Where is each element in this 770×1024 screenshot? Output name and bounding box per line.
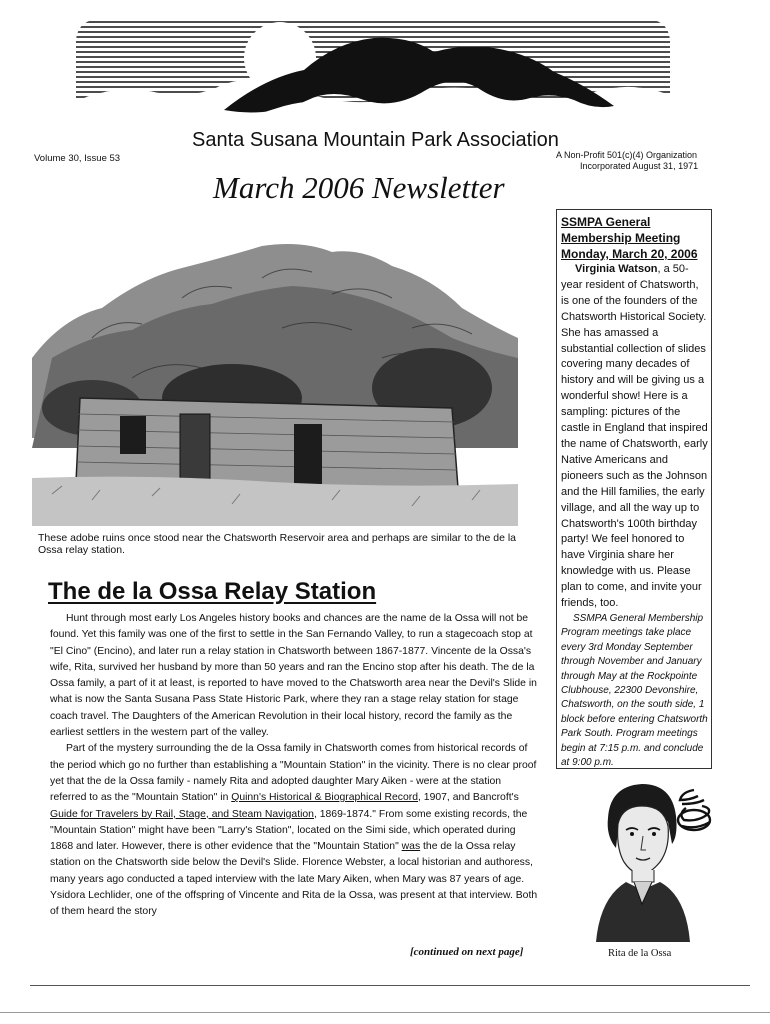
adobe-ruins-photo xyxy=(32,238,518,526)
article-paragraph-2-a: Part of the mystery surrounding the de la Ossa family in Chatsworth comes from historical records of the period which go no further than establishing a "Mountain Station" in the vicinity. There is no clear proof yet that the de la Ossa family - namely Rita and adopted daughter Mary Aiken - were at the station referred to as the "Mountain Station" in xyxy=(50,743,537,804)
nonprofit-line-1: A Non-Profit 501(c)(4) Organization xyxy=(556,150,698,160)
photo-caption: These adobe ruins once stood near the Chatsworth Reservoir area and perhaps are similar to the de la Ossa relay station. xyxy=(38,532,517,556)
meeting-sidebar xyxy=(556,209,712,769)
article-paragraph-2-d: the de la Ossa relay station on the Chatsworth side below the Devil's Slide. Florence Webster, a local historian and authoress, many years ago conducted a taped interview with the late Mary Aiken, when Mary was 87 years of age. Ysidora Lechlider, one of the offspring of Vincente and Rita de la Ossa, was present at that interview. Both of them heard the story xyxy=(50,841,538,918)
sidebar-body-text: , a 50-year resident of Chatsworth, is one of the founders of the Chatsworth Historical Society. She has amassed a substantial collection of slides covering many decades of history and will be giving us a wonderful show! Here is a sampling: pictures of the castle in England that inspired the name of Chatsworth, early Native Americans and pioneers such as the Johnson and the Hill families, the early village, and all the way up to Chatsworth's 100th birthday party! We feel honored to have Virginia share her knowledge with us. Please plan to come, and invite your friends, too. xyxy=(561,263,708,610)
sidebar-heading-3: Monday, March 20, 2006 xyxy=(561,247,698,261)
emphasis-was: was xyxy=(401,841,421,853)
nonprofit-line-2: Incorporated August 31, 1971 xyxy=(580,161,699,171)
article-body xyxy=(50,611,540,921)
sidebar-note xyxy=(561,612,709,770)
portrait-caption: Rita de la Ossa xyxy=(608,948,672,959)
article-paragraph-1: Hunt through most early Los Angeles history books and chances are the name de la Ossa will not be found. Yet this family was one of the first to settle in the San Fernando Valley, to run a stagecoach stop at "El Cino" (Encino), and later run a relay station in Chatsworth between 1867-1877. Vincente de la Ossa's wife, Rita, survived her husband by more than 50 years and ran the Encino stop after his death. The de la Ossa family, a part of it at least, is reported to have moved to the Chatsworth area near the Devil's Slide in what is now the Santa Susana Pass State Historic Park, where they ran a stage relay station for stage coach travel. The Daughters of the American Revolution in their local history, record the family as the earliest settlers in the western part of the valley. xyxy=(50,613,537,739)
sidebar-heading-2: Membership Meeting xyxy=(561,231,681,245)
sidebar-note-text: SSMPA General Membership Program meetings take place every 3rd Monday September through November and January through May at the Rockpointe Clubhouse, 22300 Devonshire, Chatsworth, on the south side, 1 block before entering Chatsworth Park South. Program meetings begin at 7:15 p.m. and conclude at 9:00 p.m. xyxy=(561,612,708,768)
page-edge-line xyxy=(0,1012,770,1013)
article-title: The de la Ossa Relay Station xyxy=(48,578,377,605)
rita-de-la-ossa-portrait xyxy=(586,778,726,942)
organization-name: Santa Susana Mountain Park Association xyxy=(192,129,559,151)
nonprofit-note xyxy=(556,150,699,172)
sidebar-body xyxy=(561,262,709,612)
sidebar-heading-1: SSMPA General xyxy=(561,215,651,229)
reference-quinn: Quinn's Historical & Biographical Record xyxy=(231,792,419,804)
article-paragraph-2 xyxy=(50,741,540,920)
reference-bancroft: Guide for Travelers by Rail, Stage, and Steam Navigation xyxy=(50,808,314,820)
continued-note: [continued on next page] xyxy=(410,946,524,958)
mountain-logo xyxy=(74,14,672,134)
speaker-name: Virginia Watson xyxy=(575,263,658,275)
bottom-divider xyxy=(30,985,750,986)
article-paragraph-2-c: , 1869-1874." From some existing records, the "Mountain Station" might have been "Larry's Station", located on the Simi side, which operated during 1868 and later. However, there is other evidence that the "Mountain Station" xyxy=(50,808,528,853)
newsletter-title: March 2006 Newsletter xyxy=(213,170,505,205)
article-paragraph-2-b: , 1907, and Bancroft's xyxy=(418,792,519,804)
volume-issue: Volume 30, Issue 53 xyxy=(34,153,121,164)
